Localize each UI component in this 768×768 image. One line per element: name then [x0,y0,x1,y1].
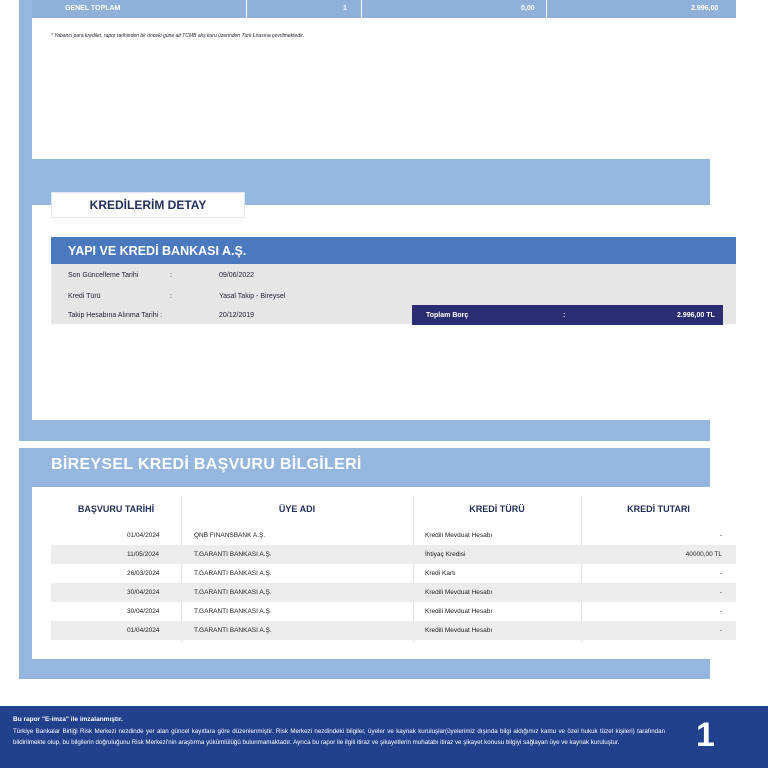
credit-amount: - [719,589,722,596]
col-header-date: BAŞVURU TARİHİ [77,504,155,514]
grand-total-amount2: 2.996,00 [691,5,719,12]
column-divider [361,0,362,18]
credit-type: Kredili Mevduat Hesabı [425,608,493,615]
column-divider [246,0,247,18]
credit-amount: 40000,00 TL [685,551,722,558]
column-divider [546,0,547,18]
credit-type: İhtiyaç Kredisi [425,551,466,558]
table-row [51,602,736,621]
member-name: QNB FINANSBANK A.Ş. [194,532,266,539]
table-row [51,583,736,602]
member-name: T.GARANTI BANKASI A.Ş. [194,608,272,615]
page-footer [0,706,768,768]
e-signature-note: Bu rapor "E-imza" ile imzalanmıştır. [13,716,123,723]
member-name: T.GARANTI BANKASI A.Ş. [194,589,272,596]
total-debt-label: Toplam Borç [426,312,469,319]
applications-section-title: BİREYSEL KREDİ BAŞVURU BİLGİLERİ [51,456,362,473]
bank-name-header: YAPI VE KREDİ BANKASI A.Ş. [51,237,736,264]
grand-total-amount1: 0,00 [521,5,535,12]
credit-amount: - [719,570,722,577]
member-name: T.GARANTI BANKASI A.Ş. [194,570,272,577]
page-number: 1 [696,716,715,754]
grand-total-row [32,0,736,18]
application-date: 01/04/2024 [127,532,160,539]
table-row [51,526,736,545]
grand-total-count: 1 [343,5,347,12]
last-update-colon: : [170,272,172,279]
credit-type-colon: : [170,293,172,300]
credit-type: Kredili Mevduat Hesabı [425,532,493,539]
credit-type-value: Yasal Takip - Bireysel [219,293,286,300]
credit-type: Kredili Mevduat Hesabı [425,589,493,596]
member-name: T.GARANTI BANKASI A.Ş. [194,551,272,558]
summary-card [32,0,752,159]
col-header-amount: KREDİ TUTARI [627,504,690,514]
credit-amount: - [719,608,722,615]
col-header-member: ÜYE ADI [278,504,316,514]
grand-total-label: GENEL TOPLAM [65,5,121,12]
total-debt-value: 2.996,00 TL [677,312,715,319]
member-name: T.GARANTI BANKASI A.Ş. [194,627,272,634]
application-date: 26/03/2024 [127,570,160,577]
table-row [51,545,736,564]
follow-up-date-value: 20/12/2019 [219,312,255,319]
table-row [51,564,736,583]
total-debt-colon: : [563,312,566,319]
col-header-type: KREDİ TÜRÜ [469,504,525,514]
follow-up-date-label: Takip Hesabına Alınma Tarihi : [68,312,163,319]
application-date: 30/04/2024 [127,608,160,615]
last-update-value: 09/06/2022 [219,272,255,279]
credit-detail-tab: KREDİLERİM DETAY [51,192,245,218]
credit-amount: - [719,532,722,539]
last-update-label: Son Güncelleme Tarihi [68,272,139,279]
credit-amount: - [719,627,722,634]
currency-footnote: * Yabancı para krediler, rapor tarihinden bir önceki güne ait TCMB alış kuru üzerinden Türk Lirasına çevrilmektedir. [51,33,305,39]
credit-type: Kredi Kartı [425,570,456,577]
application-date: 01/04/2024 [127,627,160,634]
total-debt-box [412,305,723,325]
legal-disclaimer: Türkiye Bankalar Birliği Risk Merkezi nezdinde yer alan güncel kayıtlara göre düzenlenmiştir. Risk Merkezi nezdindeki bilgiler, üyeler ve kaynak kuruluşlar(üyelerimiz dışında bilgi aldığımız kamu ve özel hukuk tüzel kişileri) tarafından bildirilmekte olup, bu bilgilerin doğruluğunu Risk Merkezi'nin araştırma yükümlülüğü bulunmamaktadır. Ayrıca bu rapor ile ilgili itiraz ve şikayetlerin muhatabı itiraz ve şikayet konusu bilgiyi sağlayan üye ve kaynak kuruluştur. [13,728,665,746]
credit-type-label: Kredi Türü [68,293,101,300]
credit-type: Kredili Mevduat Hesabı [425,627,493,634]
application-date: 11/05/2024 [127,551,160,558]
application-date: 30/04/2024 [127,589,160,596]
table-row [51,621,736,640]
